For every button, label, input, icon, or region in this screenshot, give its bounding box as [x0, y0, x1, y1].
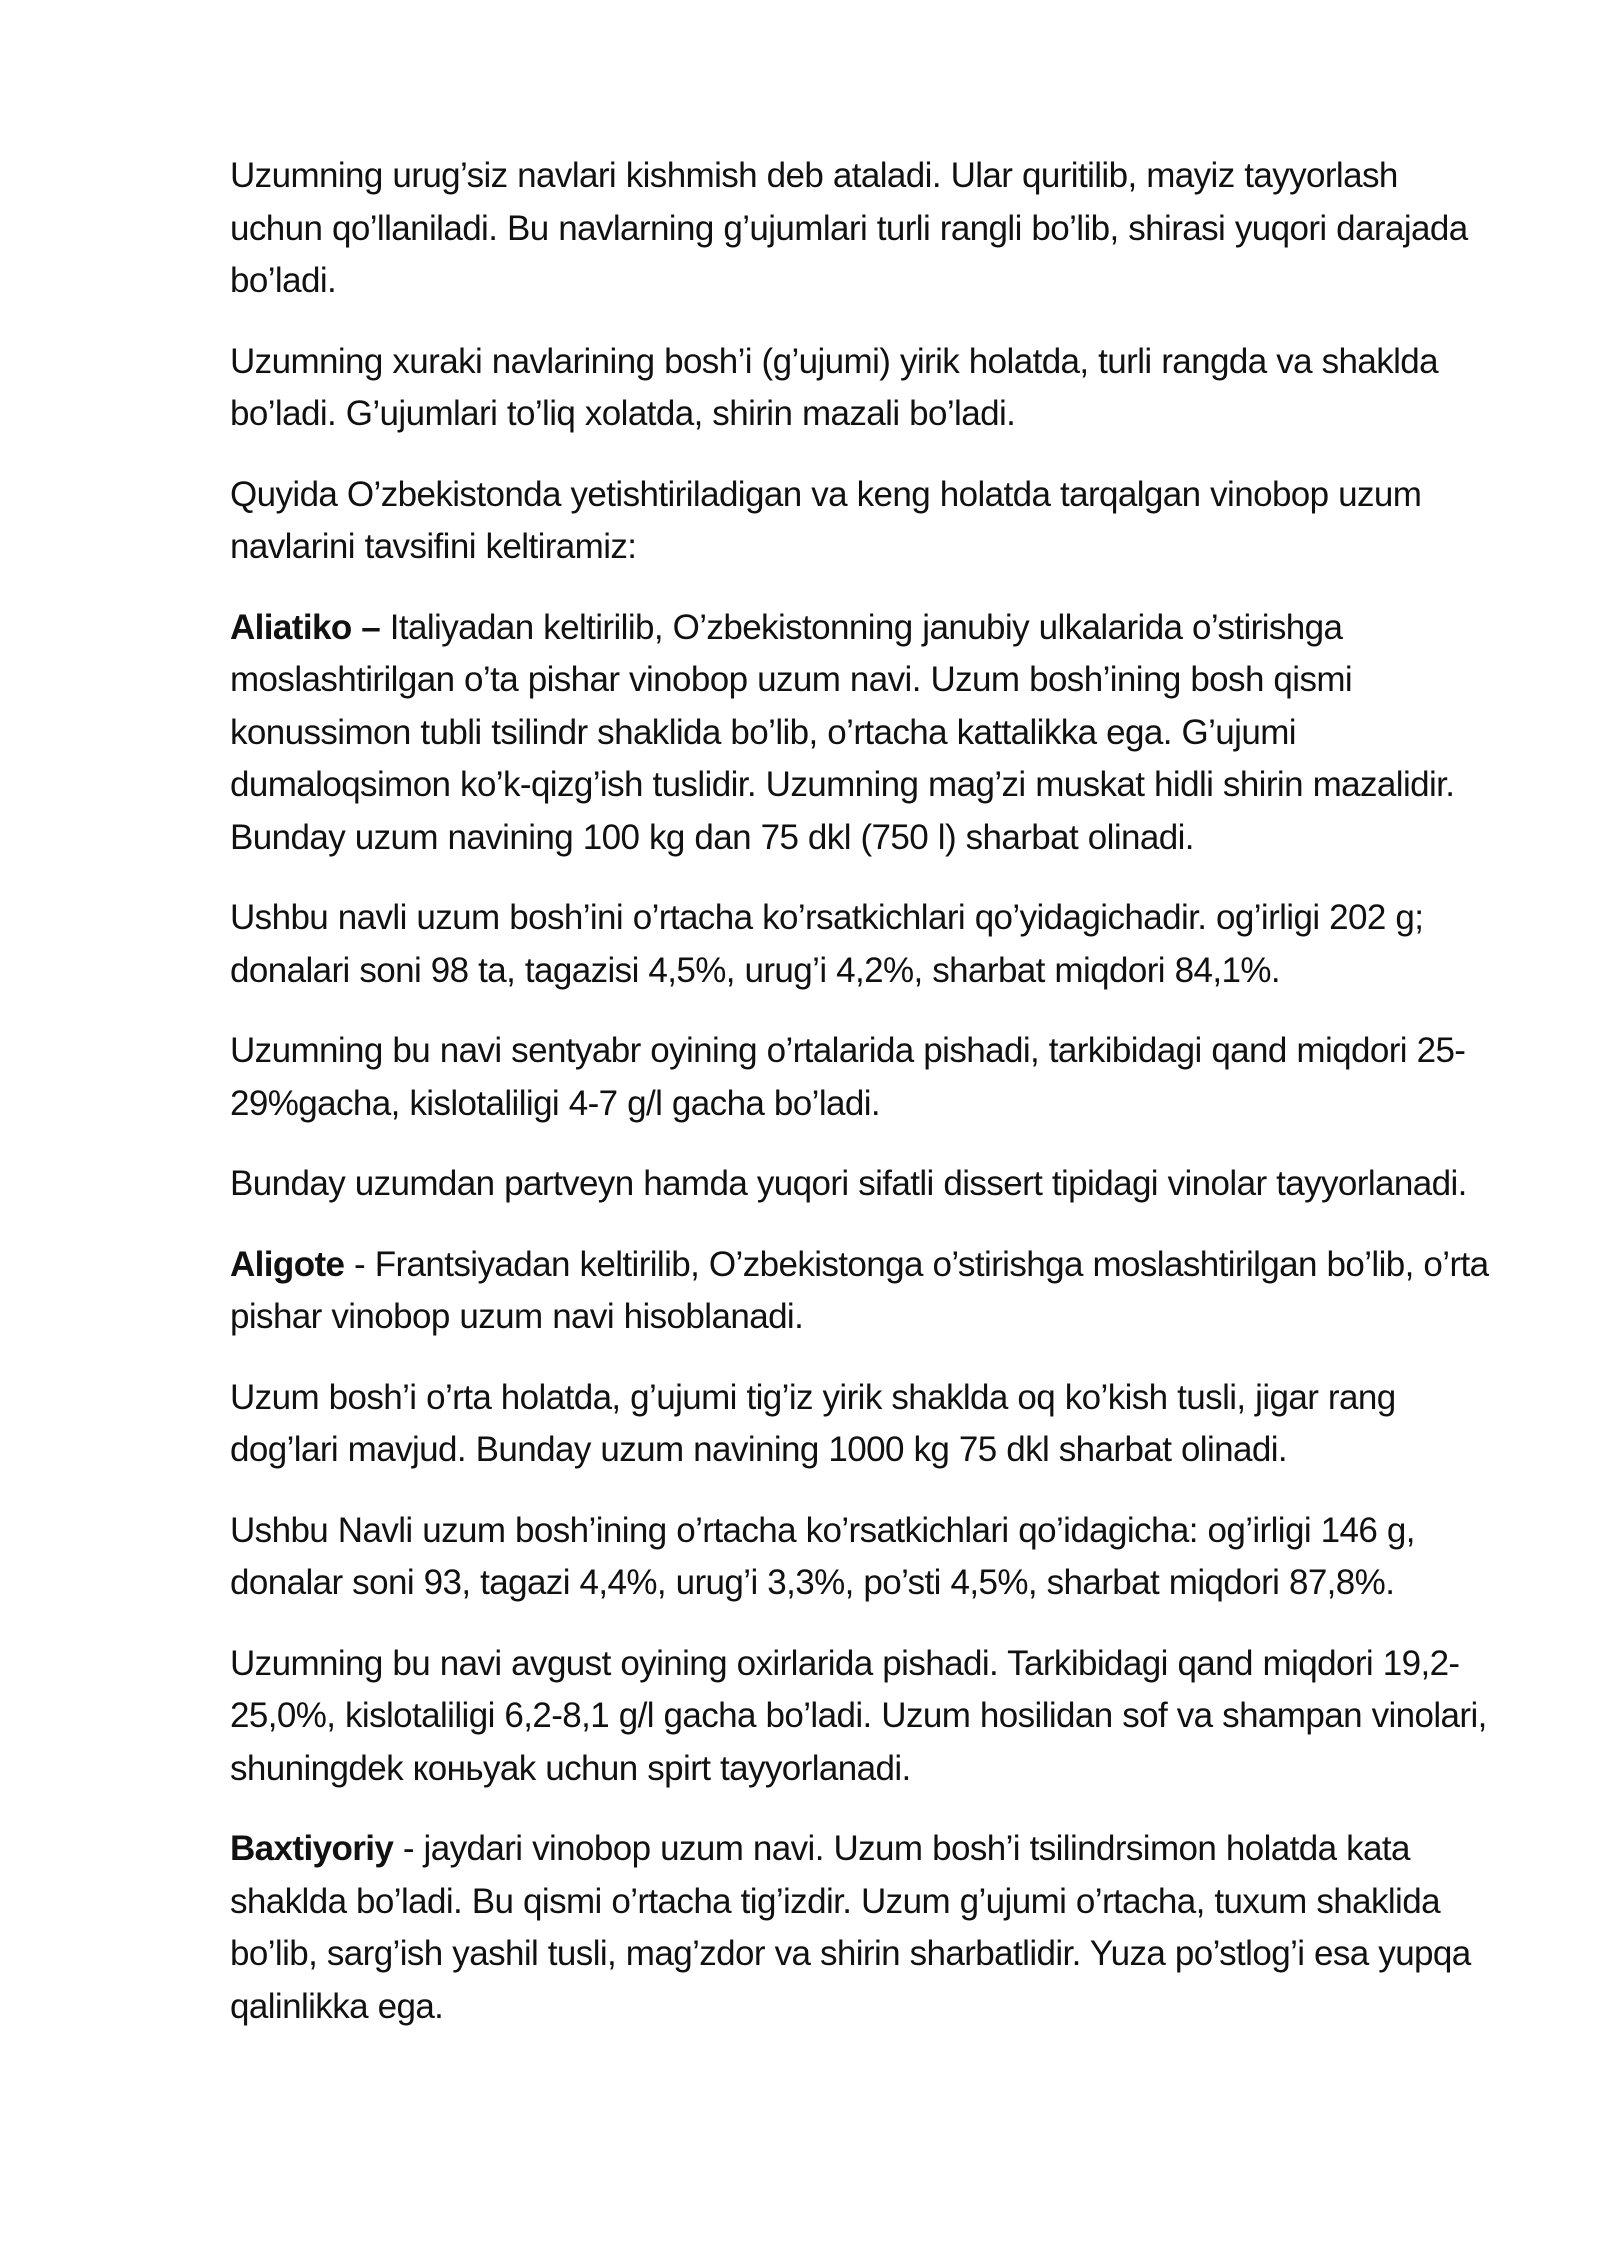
paragraph-text: Uzumning bu navi sentyabr oyining o’rtalarida pishadi, tarkibidagi qand miqdori 25-29%gacha, kislotaliligi 4-7 g/l gacha bo’ladi.: [230, 1031, 1466, 1123]
paragraph-7: [230, 1158, 1490, 1211]
paragraph-text: - jaydari vinobop uzum navi. Uzum bosh’i tsilindrsimon holatda kata shaklda bo’ladi. Bu qismi o’rtacha tig’izdir. Uzum g’ujumi o’rtacha, tuxum shaklida bo’lib, sarg’ish yashil tusli, mag’zdor va shirin sharbatlidir. Yuza po’stlog’i esa yupqa qalinlikka ega.: [230, 1829, 1471, 2026]
paragraph-text: - Frantsiyadan keltirilib, O’zbekistonga o’stirishga moslashtirilgan bo’lib, o’rta pishar vinobop uzum navi hisoblanadi.: [230, 1244, 1489, 1336]
paragraph-text: Ushbu Navli uzum bosh’ining o’rtacha ko’rsatkichlari qo’idagicha: og’irligi 146 g, donalar soni 93, tagazi 4,4%, urug’i 3,3%, po’sti 4,5%, sharbat miqdori 87,8%.: [230, 1510, 1415, 1602]
paragraph-10: [230, 1505, 1490, 1610]
paragraph-11: [230, 1638, 1490, 1796]
paragraph-1: [230, 150, 1490, 308]
paragraph-6: [230, 1025, 1490, 1130]
paragraph-5: [230, 892, 1490, 997]
paragraph-text: Uzumning bu navi avgust oyining oxirlarida pishadi. Tarkibidagi qand miqdori 19,2-25,0%, kislotaliligi 6,2-8,1 g/l gacha bo’ladi. Uzum hosilidan sof va shampan vinolari, shuningdek коньyak uchun spirt tayyorlanadi.: [230, 1643, 1487, 1788]
variety-name-aliatiko: Aliatiko –: [230, 607, 381, 647]
paragraph-baxtiyoriy: [230, 1823, 1490, 2033]
paragraph-aligote: [230, 1239, 1490, 1344]
document-page: [230, 150, 1490, 2061]
variety-name-aligote: Aligote: [230, 1244, 345, 1284]
paragraph-text: Quyida O’zbekistonda yetishtiriladigan va keng holatda tarqalgan vinobop uzum navlarini tavsifini keltiramiz:: [230, 474, 1422, 566]
paragraph-9: [230, 1372, 1490, 1477]
paragraph-text: Ushbu navli uzum bosh’ini o’rtacha ko’rsatkichlari qo’yidagichadir. og’irligi 202 g; donalari soni 98 ta, tagazisi 4,5%, urug’i 4,2%, sharbat miqdori 84,1%.: [230, 898, 1424, 990]
paragraph-text: Bunday uzumdan partveyn hamda yuqori sifatli dissert tipidagi vinolar tayyorlanadi.: [230, 1164, 1467, 1203]
paragraph-text: Italiyadan keltirilib, O’zbekistonning janubiy ulkalarida o’stirishga moslashtirilgan o’ta pishar vinobop uzum navi. Uzum bosh’ining bosh qismi konussimon tubli tsilindr shaklida bo’lib, o’rtacha kattalikka ega. G’ujumi dumaloqsimon ko’k-qizg’ish tuslidir. Uzumning mag’zi muskat hidli shirin mazalidir. Bunday uzum navining 100 kg dan 75 dkl (750 l) sharbat olinadi.: [230, 607, 1455, 857]
paragraph-text: Uzumning urug’siz navlari kishmish deb ataladi. Ular quritilib, mayiz tayyorlash uchun qo’llaniladi. Bu navlarning g’ujumlari turli rangli bo’lib, shirasi yuqori darajada bo’ladi.: [230, 156, 1468, 300]
paragraph-aliatiko: [230, 602, 1490, 865]
paragraph-text: Uzumning xuraki navlarining bosh’i (g’ujumi) yirik holatda, turli rangda va shaklda bo’ladi. G’ujumlari to’liq xolatda, shirin mazali bo’ladi.: [230, 341, 1439, 433]
paragraph-text: Uzum bosh’i o’rta holatda, g’ujumi tig’iz yirik shaklda oq ko’kish tusli, jigar rang dog’lari mavjud. Bunday uzum navining 1000 kg 75 dkl sharbat olinadi.: [230, 1377, 1396, 1469]
paragraph-2: [230, 336, 1490, 441]
variety-name-baxtiyoriy: Baxtiyoriy: [230, 1829, 394, 1868]
paragraph-3: [230, 469, 1490, 574]
